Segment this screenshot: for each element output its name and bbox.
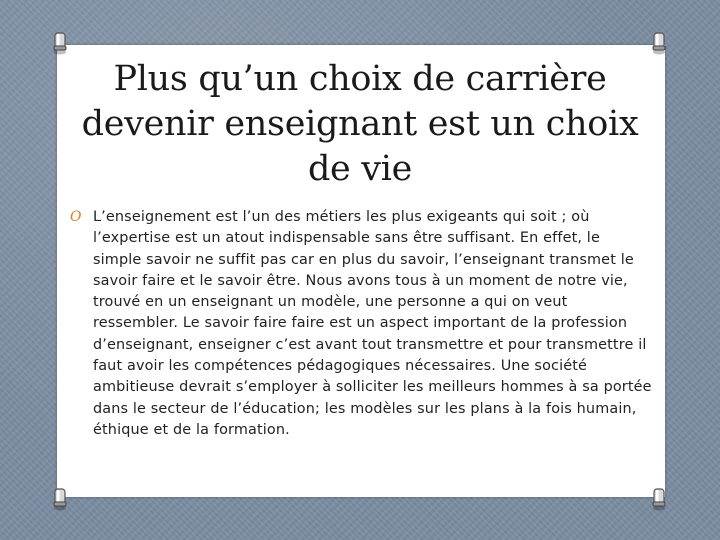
thumbtack-icon (648, 30, 670, 56)
bullet-list (70, 207, 652, 441)
thumbtack-icon (648, 486, 670, 512)
bullet-text: L’enseignement est l’un des métiers les plus exigeants qui soit ; où l’expertise est un atout indispensable sans être suffisant. En effet, le simple savoir ne suffit pas car en plus du savoir, l’enseignant transmet le savoir faire et le savoir être. Nous avons tous à un moment de notre vie, trouvé en un enseignant un modèle, une personne a qui on veut ressembler. Le savoir faire faire est un aspect important de la profession d’enseignant, enseigner c’est avant tout transmettre et pour transmettre il faut avoir les compétences pédagogiques nécessaires. Une société ambitieuse devrait s’employer à solliciter les meilleurs hommes à sa portée dans le secteur de l’éducation; les modèles sur les plans à la fois humain, éthique et de la formation. (93, 209, 652, 438)
thumbtack-icon (49, 486, 71, 512)
bullet-marker: O (70, 209, 82, 225)
slide-title: Plus qu’un choix de carrière devenir enseignant est un choix de vie (81, 59, 639, 189)
thumbtack-icon (49, 30, 71, 56)
bullet-item (70, 207, 652, 441)
